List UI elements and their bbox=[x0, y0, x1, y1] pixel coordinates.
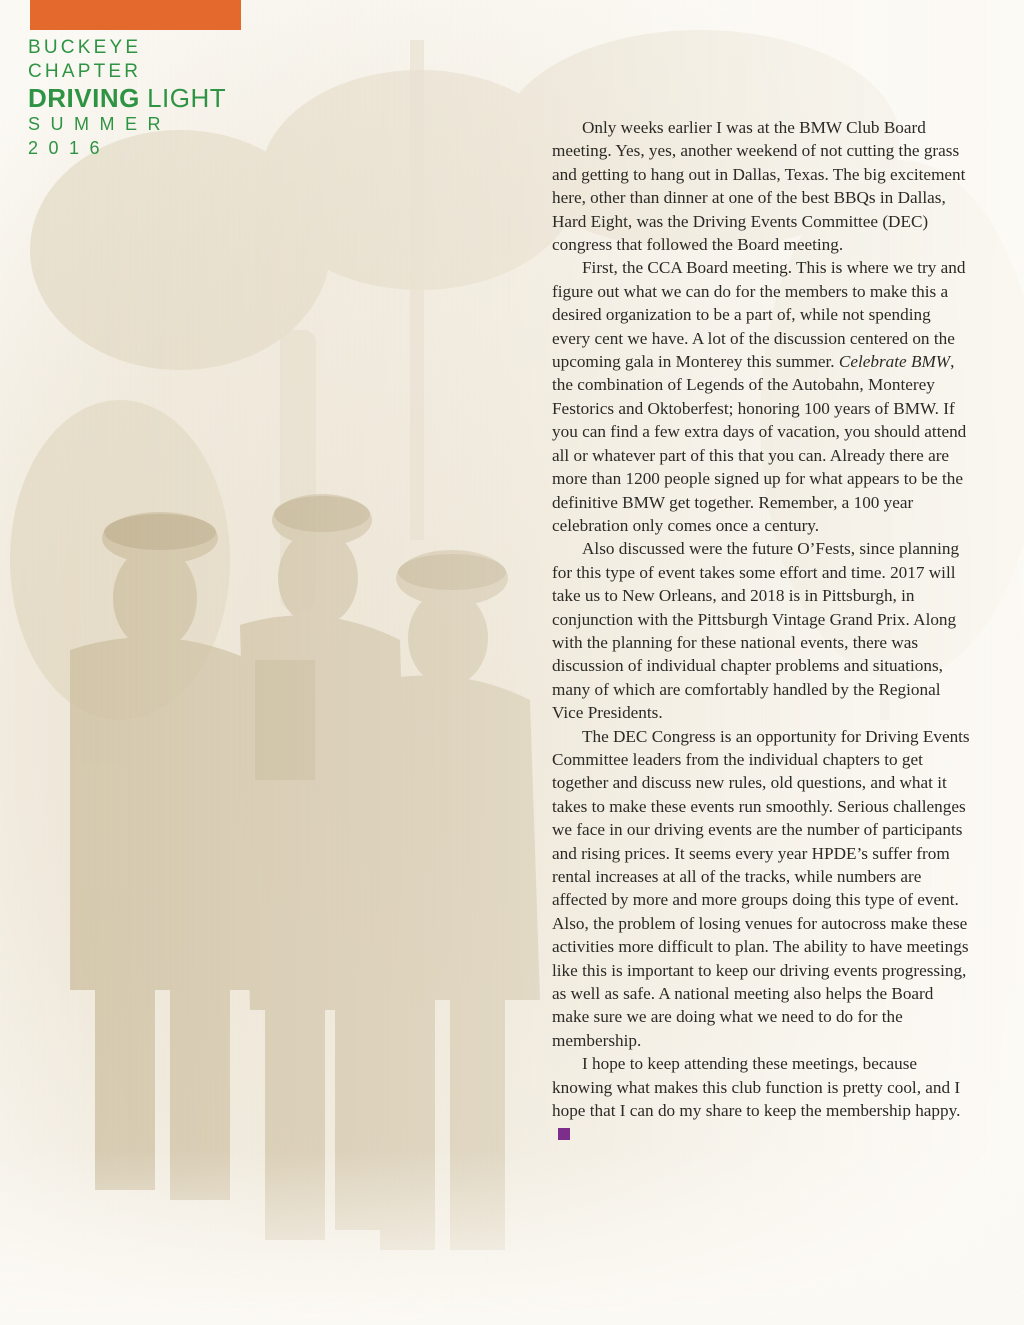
paragraph-3: Also discussed were the future O’Fests, since planning for this type of event takes some effort and time. 2017 will take us to New Orleans, and 2018 is in Pittsburgh, in conjunction with the Pittsburgh Vintage Grand Prix. Along with the planning for these national events, there was discussion of individual chapter problems and situations, many of which are comfortably handled by the Regional Vice Presidents. bbox=[552, 539, 960, 723]
event-name-italic: Celebrate BMW bbox=[838, 352, 951, 372]
chapter-name: BUCKEYE CHAPTER bbox=[28, 37, 142, 82]
paragraph-2 bbox=[552, 256, 972, 537]
paragraph-2-start: First, the CCA Board meeting. This is where we try and figure out what we can do for the members to make this a desired organization to be a part of, while not spending every cent we have. A lot of the discussion centered on the upcoming gala in Monterey this summer. bbox=[552, 258, 966, 372]
masthead-accent-bar bbox=[30, 0, 241, 30]
title-light-word: LIGHT bbox=[147, 83, 227, 113]
issue-season: SUMMER 2016 bbox=[28, 114, 171, 158]
newsletter-title bbox=[28, 84, 248, 112]
title-bold-word: DRIVING bbox=[28, 83, 140, 113]
paragraph-5-text: I hope to keep attending these meetings, because knowing what makes this club function is pretty cool, and I hope that I can do my share to keep the membership happy. bbox=[552, 1054, 961, 1121]
masthead bbox=[28, 36, 248, 160]
article-body bbox=[552, 116, 972, 1146]
paragraph-2-end: , the combination of Legends of the Autobahn, Monterey Festorics and Oktoberfest; honoring 100 years of BMW. If you can find a few extra days of vacation, you should attend all or whatever part of this that you can. Already there are more than 1200 people signed up for what appears to be the definitive BMW get together. Remember, a 100 year celebration only comes once a century. bbox=[552, 352, 967, 535]
paragraph-1: Only weeks earlier I was at the BMW Club Board meeting. Yes, yes, another weekend of not cutting the grass and getting to hang out in Dallas, Texas. The big excitement here, other than dinner at one of the best BBQs in Dallas, Hard Eight, was the Driving Events Committee (DEC) congress that followed the Board meeting. bbox=[552, 118, 966, 255]
end-of-article-mark bbox=[558, 1128, 570, 1140]
paragraph-4: The DEC Congress is an opportunity for Driving Events Committee leaders from the individual chapters to get together and discuss new rules, old questions, and what it takes to make these events run smoothly. Serious challenges we face in our driving events are the number of participants and rising prices. It seems every year HPDE’s suffer from rental increases at all of the tracks, while numbers are affected by more and more groups doing this type of event. Also, the problem of losing venues for autocross make these activities more difficult to plan. The ability to have meetings like this is important to keep our driving events progressing, as well as safe. A national meeting also helps the Board make sure we are doing what we need to do for the membership. bbox=[552, 726, 970, 1050]
paragraph-5 bbox=[552, 1052, 972, 1146]
